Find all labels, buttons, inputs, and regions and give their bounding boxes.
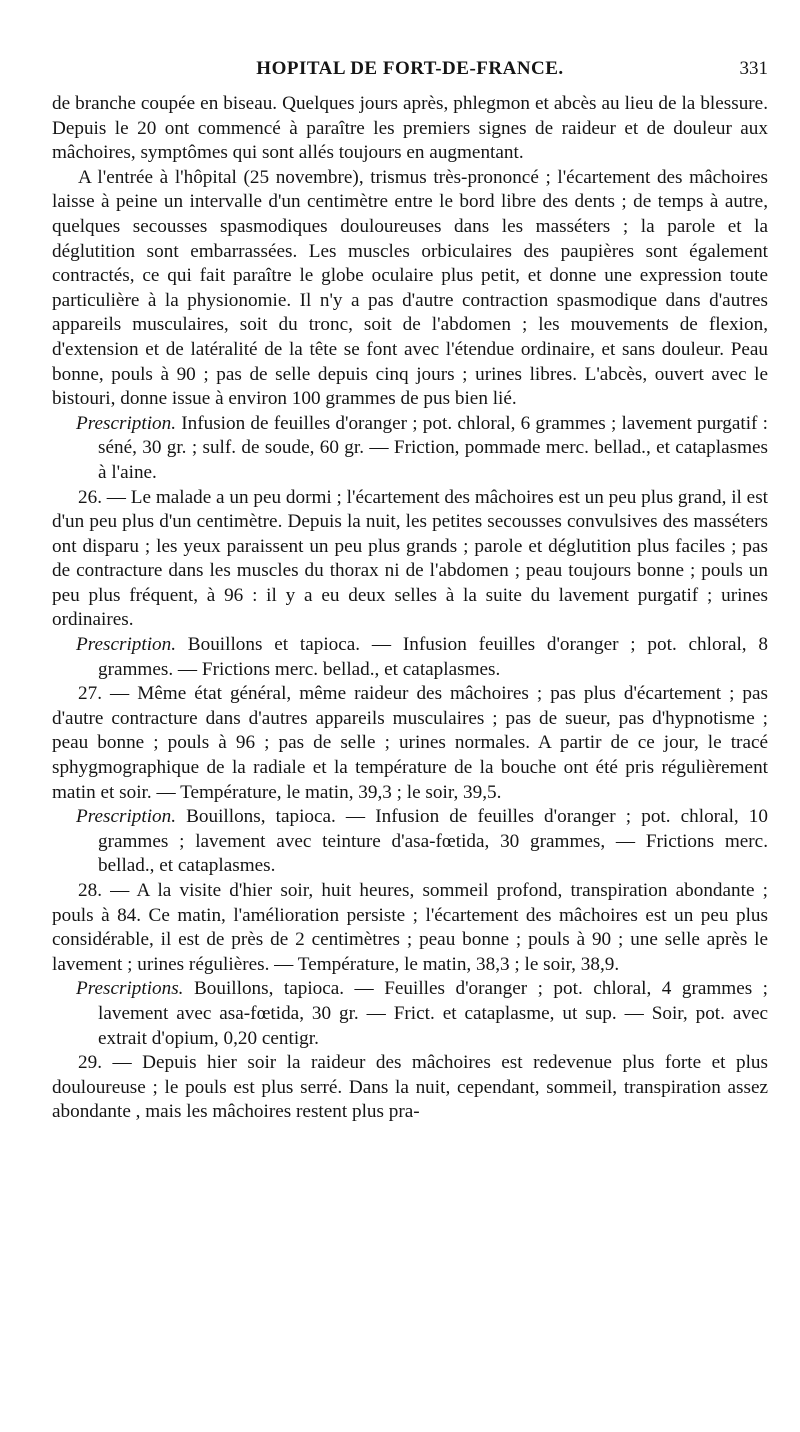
prescription-paragraph (52, 633, 768, 682)
paragraph-day-28: 28. — A la visite d'hier soir, huit heures, sommeil profond, transpiration abondante ; pouls à 84. Ce matin, l'amélioration persiste ; l'écartement des mâchoires est un peu plus considérable, il est de près de 2 centimètres ; peau bonne ; pouls à 90 ; une selle après le lavement ; urines régulières. — Température, le matin, 38,3 ; le soir, 38,9. (52, 880, 768, 975)
running-title: HOPITAL DE FORT-DE-FRANCE. (256, 58, 564, 79)
paragraph-admission: A l'entrée à l'hôpital (25 novembre), trismus très-prononcé ; l'écartement des mâchoires laisse à peine un intervalle d'un centimètre entre le bord libre des dents ; de temps à autre, quelques secousses spasmodiques douloureuses dans les masséters ; la parole et la déglutition sont embarrassées. Les muscles orbiculaires des paupières sont également contractés, ce qui fait paraître le globe oculaire plus petit, et donne une expression toute particulière à la physionomie. Il n'y a pas d'autre contraction spasmodique dans d'autres appareils musculaires, soit du tronc, soit de l'abdomen ; les mouvements de flexion, d'extension et de latéralité de la tête se font avec l'étendue ordinaire, et sans douleur. Peau bonne, pouls à 90 ; pas de selle depuis cinq jours ; urines libres. L'abcès, ouvert avec le bistouri, donne issue à environ 100 grammes de pus bien lié. (52, 166, 768, 410)
body-text (52, 92, 768, 1125)
prescription-label: Prescriptions. (76, 978, 184, 1000)
prescription-text: Infusion de feuilles d'oranger ; pot. chloral, 6 grammes ; lavement purgatif : séné, 30 gr. ; sulf. de soude, 60 gr. — Friction, pommade merc. bellad., et cataplasmes à l'aine. (98, 412, 768, 483)
prescription-paragraph (52, 805, 768, 879)
document-page (52, 58, 768, 1125)
prescription-label: Prescription. (76, 412, 177, 434)
paragraph-continuation: de branche coupée en biseau. Quelques jours après, phlegmon et abcès au lieu de la blessure. Depuis le 20 ont commencé à paraître les premiers signes de raideur et de douleur aux mâchoires, symptômes qui sont allés toujours en augmentant. (52, 93, 768, 164)
prescription-paragraph (52, 977, 768, 1051)
page-number: 331 (739, 58, 768, 79)
paragraph-day-29: 29. — Depuis hier soir la raideur des mâchoires est redevenue plus forte et plus douloureuse ; le pouls est plus serré. Dans la nuit, cependant, sommeil, transpiration assez abondante , mais les mâchoires restent plus pra- (52, 1052, 768, 1123)
paragraph-day-26: 26. — Le malade a un peu dormi ; l'écartement des mâchoires est un peu plus grand, il est d'un peu plus d'un centimètre. Depuis la nuit, les petites secousses convulsives des masséters ont disparu ; les yeux paraissent un peu plus grands ; parole et déglutition plus faciles ; pas de contracture dans les muscles du thorax ni de l'abdomen ; peau toujours bonne ; pouls un peu plus fréquent, à 96 : il y a eu deux selles à la suite du lavement purgatif ; urines ordinaires. (52, 486, 768, 631)
paragraph-day-27: 27. — Même état général, même raideur des mâchoires ; pas plus d'écartement ; pas d'autre contracture dans d'autres appareils musculaires ; pas de sueur, pas d'hypnotisme ; peau bonne ; pouls à 96 ; pas de selle ; urines normales. A partir de ce jour, le tracé sphygmographique de la radiale et la température de la bouche ont été pris régulièrement matin et soir. — Température, le matin, 39,3 ; le soir, 39,5. (52, 683, 768, 803)
page-header (52, 58, 768, 86)
prescription-text: Bouillons et tapioca. — Infusion feuilles d'oranger ; pot. chloral, 8 grammes. — Frictions merc. bellad., et cataplasmes. (98, 634, 768, 680)
prescription-label: Prescription. (76, 634, 177, 656)
prescription-paragraph (52, 412, 768, 486)
prescription-text: Bouillons, tapioca. — Feuilles d'oranger ; pot. chloral, 4 grammes ; lavement avec asa-fœtida, 30 gr. — Frict. et cataplasme, ut sup. — Soir, pot. avec extrait d'opium, 0,20 centigr. (98, 978, 768, 1049)
prescription-text: Bouillons, tapioca. — Infusion de feuilles d'oranger ; pot. chloral, 10 grammes ; lavement avec teinture d'asa-fœtida, 30 grammes, — Frictions merc. bellad., et cataplasmes. (98, 806, 768, 877)
prescription-label: Prescription. (76, 806, 177, 828)
